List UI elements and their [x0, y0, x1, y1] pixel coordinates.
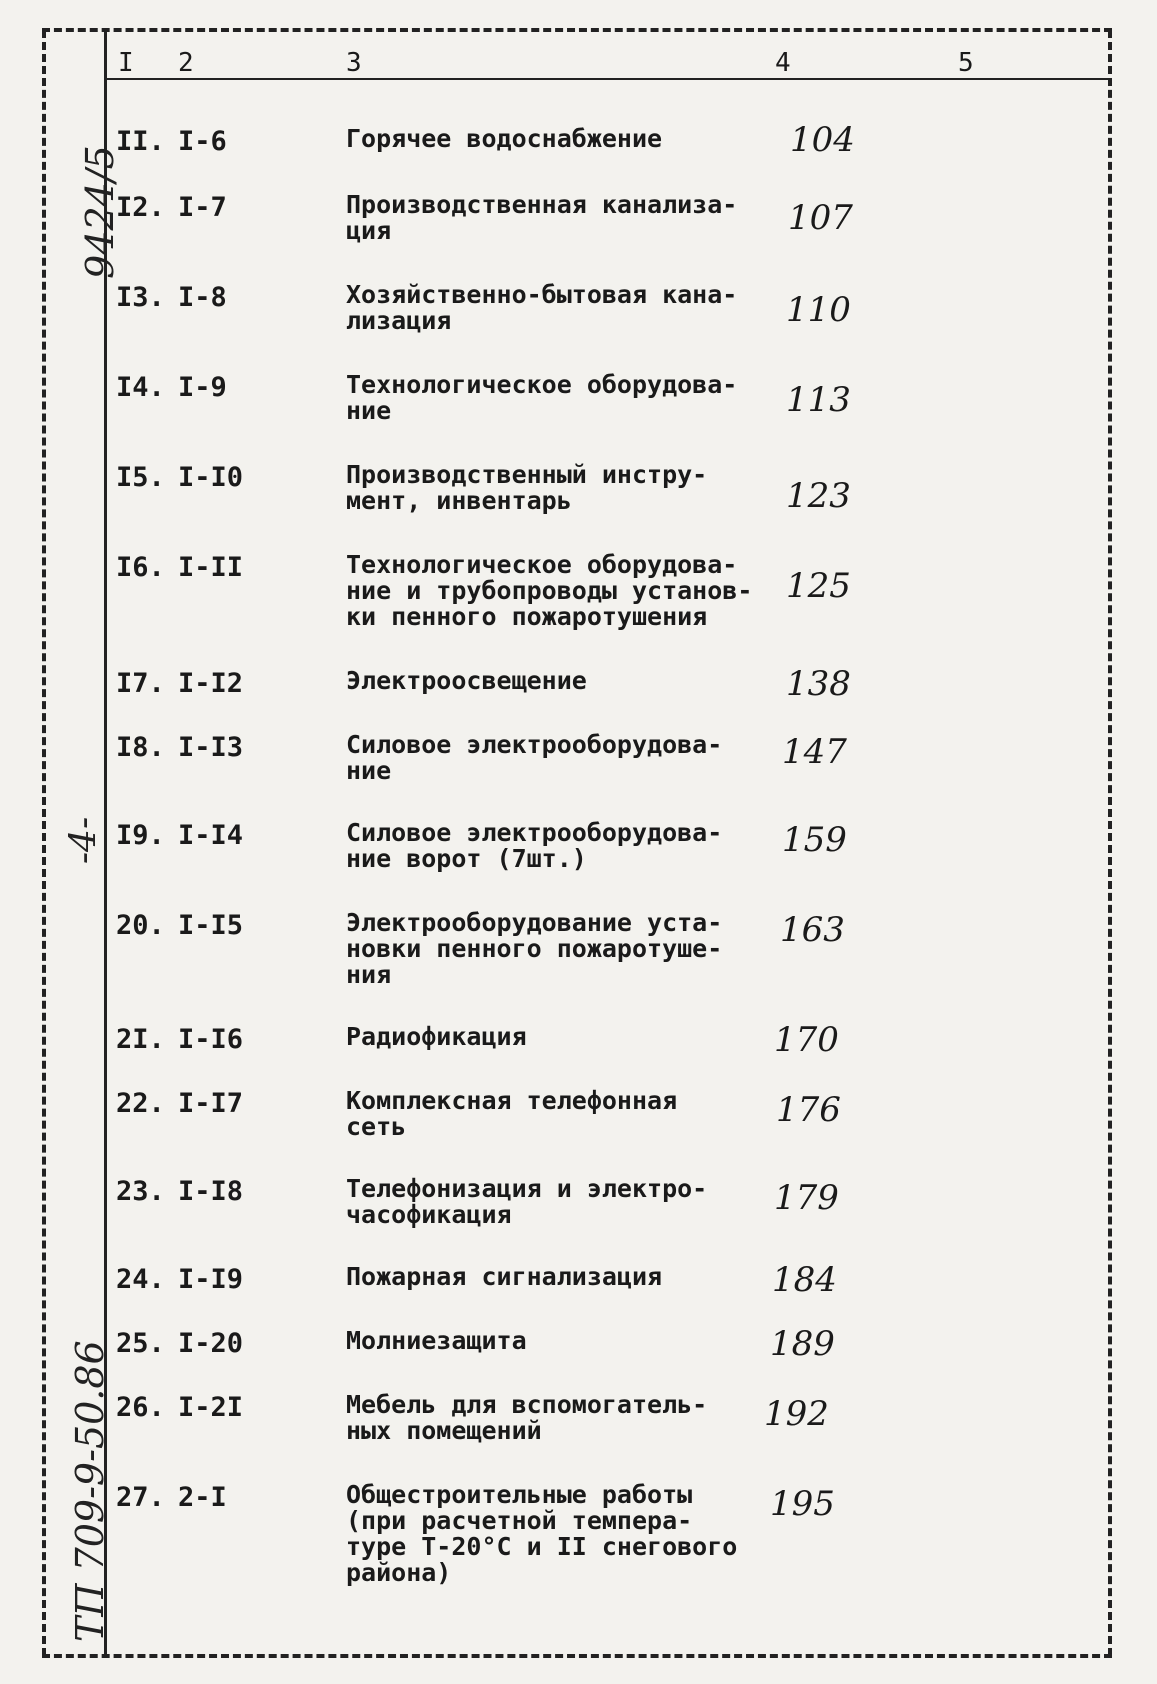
row-title: Производственный инстру- мент, инвентарь — [346, 460, 708, 515]
document-number: 9424/5 — [78, 145, 122, 279]
row-page: 192 — [764, 1394, 829, 1434]
page-number: -4- — [63, 816, 105, 865]
row-code: I-I5 — [178, 910, 244, 941]
row-page: 147 — [782, 732, 847, 772]
row-code: I-8 — [178, 282, 227, 313]
row-number: 27. — [116, 1482, 165, 1513]
row-code: I-I3 — [178, 732, 244, 763]
row-code: I-I0 — [178, 462, 244, 493]
header-col-2: 2 — [178, 48, 194, 78]
row-code: I-I9 — [178, 1264, 244, 1295]
header-col-4: 4 — [775, 48, 791, 78]
row-number: II. — [116, 126, 165, 157]
row-code: I-II — [178, 552, 244, 583]
row-page: 195 — [770, 1484, 835, 1524]
row-title: Общестроительные работы (при расчетной темпера- туре Т-20°С и II снегового района) — [346, 1480, 738, 1587]
row-number: 23. — [116, 1176, 165, 1207]
row-page: 107 — [788, 198, 853, 238]
row-page: 110 — [786, 290, 851, 330]
row-page: 123 — [786, 476, 851, 516]
row-title: Горячее водоснабжение — [346, 124, 663, 153]
row-code: I-I7 — [178, 1088, 244, 1119]
row-page: 138 — [786, 664, 851, 704]
row-number: I6. — [116, 552, 165, 583]
row-number: 20. — [116, 910, 165, 941]
row-title: Производственная канализа- ция — [346, 190, 738, 245]
row-page: 104 — [790, 120, 855, 160]
row-page: 189 — [770, 1324, 835, 1364]
row-number: I7. — [116, 668, 165, 699]
frame-left-border — [42, 30, 46, 1656]
row-title: Технологическое оборудова- ние — [346, 370, 738, 425]
row-number: 22. — [116, 1088, 165, 1119]
row-title: Электрооборудование уста- новки пенного пожаротуше- ния — [346, 908, 723, 989]
frame-top-border — [42, 28, 1112, 32]
header-col-5: 5 — [958, 48, 974, 78]
row-page: 170 — [774, 1020, 839, 1060]
row-title: Телефонизация и электро- часофикация — [346, 1174, 708, 1229]
header-col-1: I — [118, 48, 134, 78]
row-code: I-I2 — [178, 668, 244, 699]
row-code: I-I4 — [178, 820, 244, 851]
frame-right-border — [1108, 30, 1112, 1656]
row-number: 2I. — [116, 1024, 165, 1055]
row-number: I2. — [116, 192, 165, 223]
row-title: Силовое электрооборудова- ние — [346, 730, 723, 785]
row-number: I3. — [116, 282, 165, 313]
row-title: Электроосвещение — [346, 666, 587, 695]
row-title: Радиофикация — [346, 1022, 527, 1051]
row-page: 179 — [774, 1178, 839, 1218]
row-title: Силовое электрооборудова- ние ворот (7шт.) — [346, 818, 723, 873]
row-code: I-2I — [178, 1392, 244, 1423]
row-title: Хозяйственно-бытовая кана- лизация — [346, 280, 738, 335]
row-title: Пожарная сигнализация — [346, 1262, 663, 1291]
row-page: 163 — [780, 910, 845, 950]
row-code: I-7 — [178, 192, 227, 223]
row-code: I-20 — [178, 1328, 244, 1359]
row-title: Комплексная телефонная сеть — [346, 1086, 678, 1141]
row-number: 25. — [116, 1328, 165, 1359]
row-number: I5. — [116, 462, 165, 493]
row-page: 113 — [786, 380, 851, 420]
row-page: 184 — [772, 1260, 837, 1300]
row-number: I8. — [116, 732, 165, 763]
project-code: ТП 709-9-50.86 — [68, 1340, 112, 1642]
row-code: I-9 — [178, 372, 227, 403]
header-underline — [104, 78, 1108, 80]
row-number: I4. — [116, 372, 165, 403]
header-col-3: 3 — [346, 48, 362, 78]
row-code: I-I6 — [178, 1024, 244, 1055]
frame-bottom-border — [42, 1654, 1112, 1658]
row-code: I-6 — [178, 126, 227, 157]
row-title: Молниезащита — [346, 1326, 527, 1355]
row-number: 24. — [116, 1264, 165, 1295]
row-code: 2-I — [178, 1482, 227, 1513]
row-page: 159 — [782, 820, 847, 860]
row-title: Мебель для вспомогатель- ных помещений — [346, 1390, 708, 1445]
row-page: 176 — [776, 1090, 841, 1130]
row-page: 125 — [786, 566, 851, 606]
row-number: 26. — [116, 1392, 165, 1423]
row-number: I9. — [116, 820, 165, 851]
row-title: Технологическое оборудова- ние и трубопроводы установ- ки пенного пожаротушения — [346, 550, 753, 631]
row-code: I-I8 — [178, 1176, 244, 1207]
